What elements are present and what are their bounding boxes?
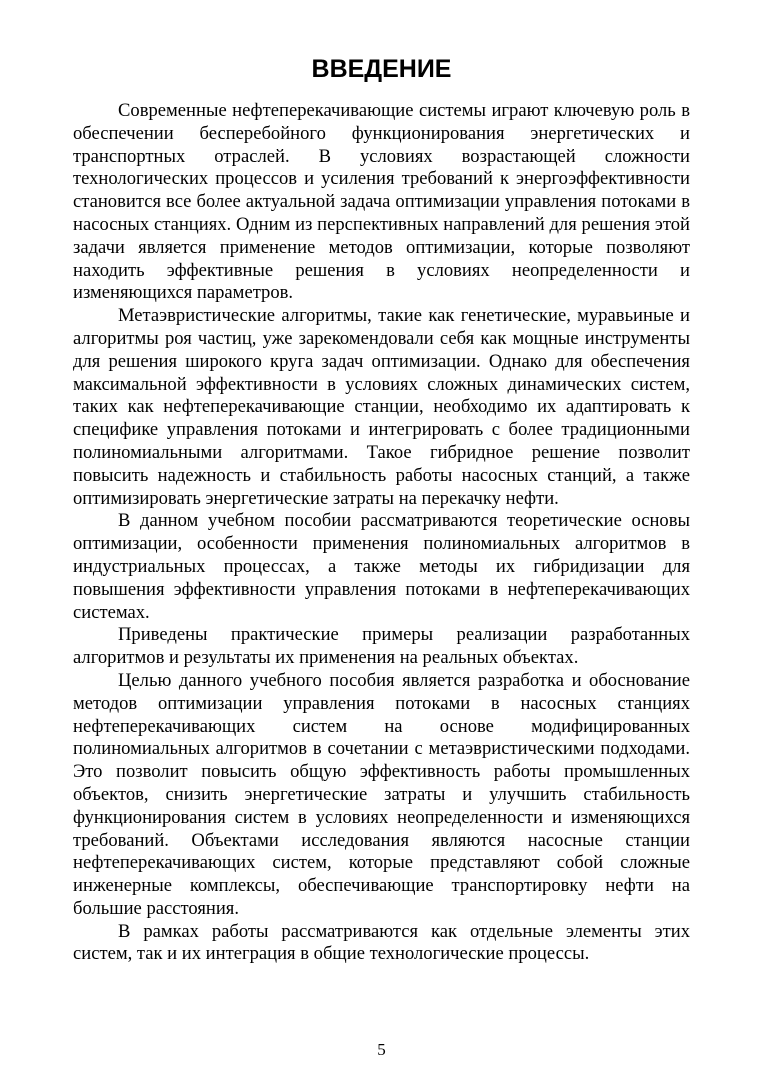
- paragraph-3: В данном учебном пособии рассматриваются теоретические основы оптимизации, особенности применения полиномиальных алгоритмов в индустриальных процессах, а также методы их гибридизации для повышения эффективности управления потоками в нефтеперекачивающих системах.: [73, 510, 690, 623]
- paragraph-6: В рамках работы рассматриваются как отдельные элементы этих систем, так и их интеграция в общие технологические процессы.: [73, 920, 690, 965]
- paragraph-5: Целью данного учебного пособия является разработка и обоснование методов оптимизации управления потоками в насосных станциях нефтеперекачивающих систем на основе модифицированных полиномиальных алгоритмов в сочетании с метаэвристическими подходами. Это позволит повысить общую эффективность работы промышленных объектов, снизить энергетические затраты и улучшить стабильность функционирования систем в условиях неопределенности и изменяющихся требований. Объектами исследования являются насосные станции нефтеперекачивающих систем, которые представляют собой сложные инженерные комплексы, обеспечивающие транспортировку нефти на большие расстояния.: [73, 669, 690, 919]
- page-number: 5: [377, 1040, 386, 1059]
- paragraph-4: Приведены практические примеры реализации разработанных алгоритмов и результаты их применения на реальных объектах.: [73, 624, 690, 669]
- paragraph-2: Метаэвристические алгоритмы, такие как генетические, муравьиные и алгоритмы роя частиц, уже зарекомендовали себя как мощные инструменты для решения широкого круга задач оптимизации. Однако для обеспечения максимальной эффективности в условиях сложных динамических систем, таких как нефтеперекачивающие станции, необходимо их адаптировать к специфике управления потоками и интегрировать с более традиционными полиномиальными алгоритмами. Такое гибридное решение позволит повысить надежность и стабильность работы насосных станций, а также оптимизировать энергетические затраты на перекачку нефти.: [73, 305, 690, 509]
- paragraph-1: Современные нефтеперекачивающие системы играют ключевую роль в обеспечении бесперебойного функционирования энергетических и транспортных отраслей. В условиях возрастающей сложности технологических процессов и усиления требований к энергоэффективности становится все более актуальной задача оптимизации управления потоками в насосных станциях. Одним из перспективных направлений для решения этой задачи является применение методов оптимизации, которые позволяют находить эффективные решения в условиях неопределенности и изменяющихся параметров.: [73, 100, 690, 304]
- page-title: ВВЕДЕНИЕ: [311, 55, 452, 83]
- body-text: [73, 100, 690, 966]
